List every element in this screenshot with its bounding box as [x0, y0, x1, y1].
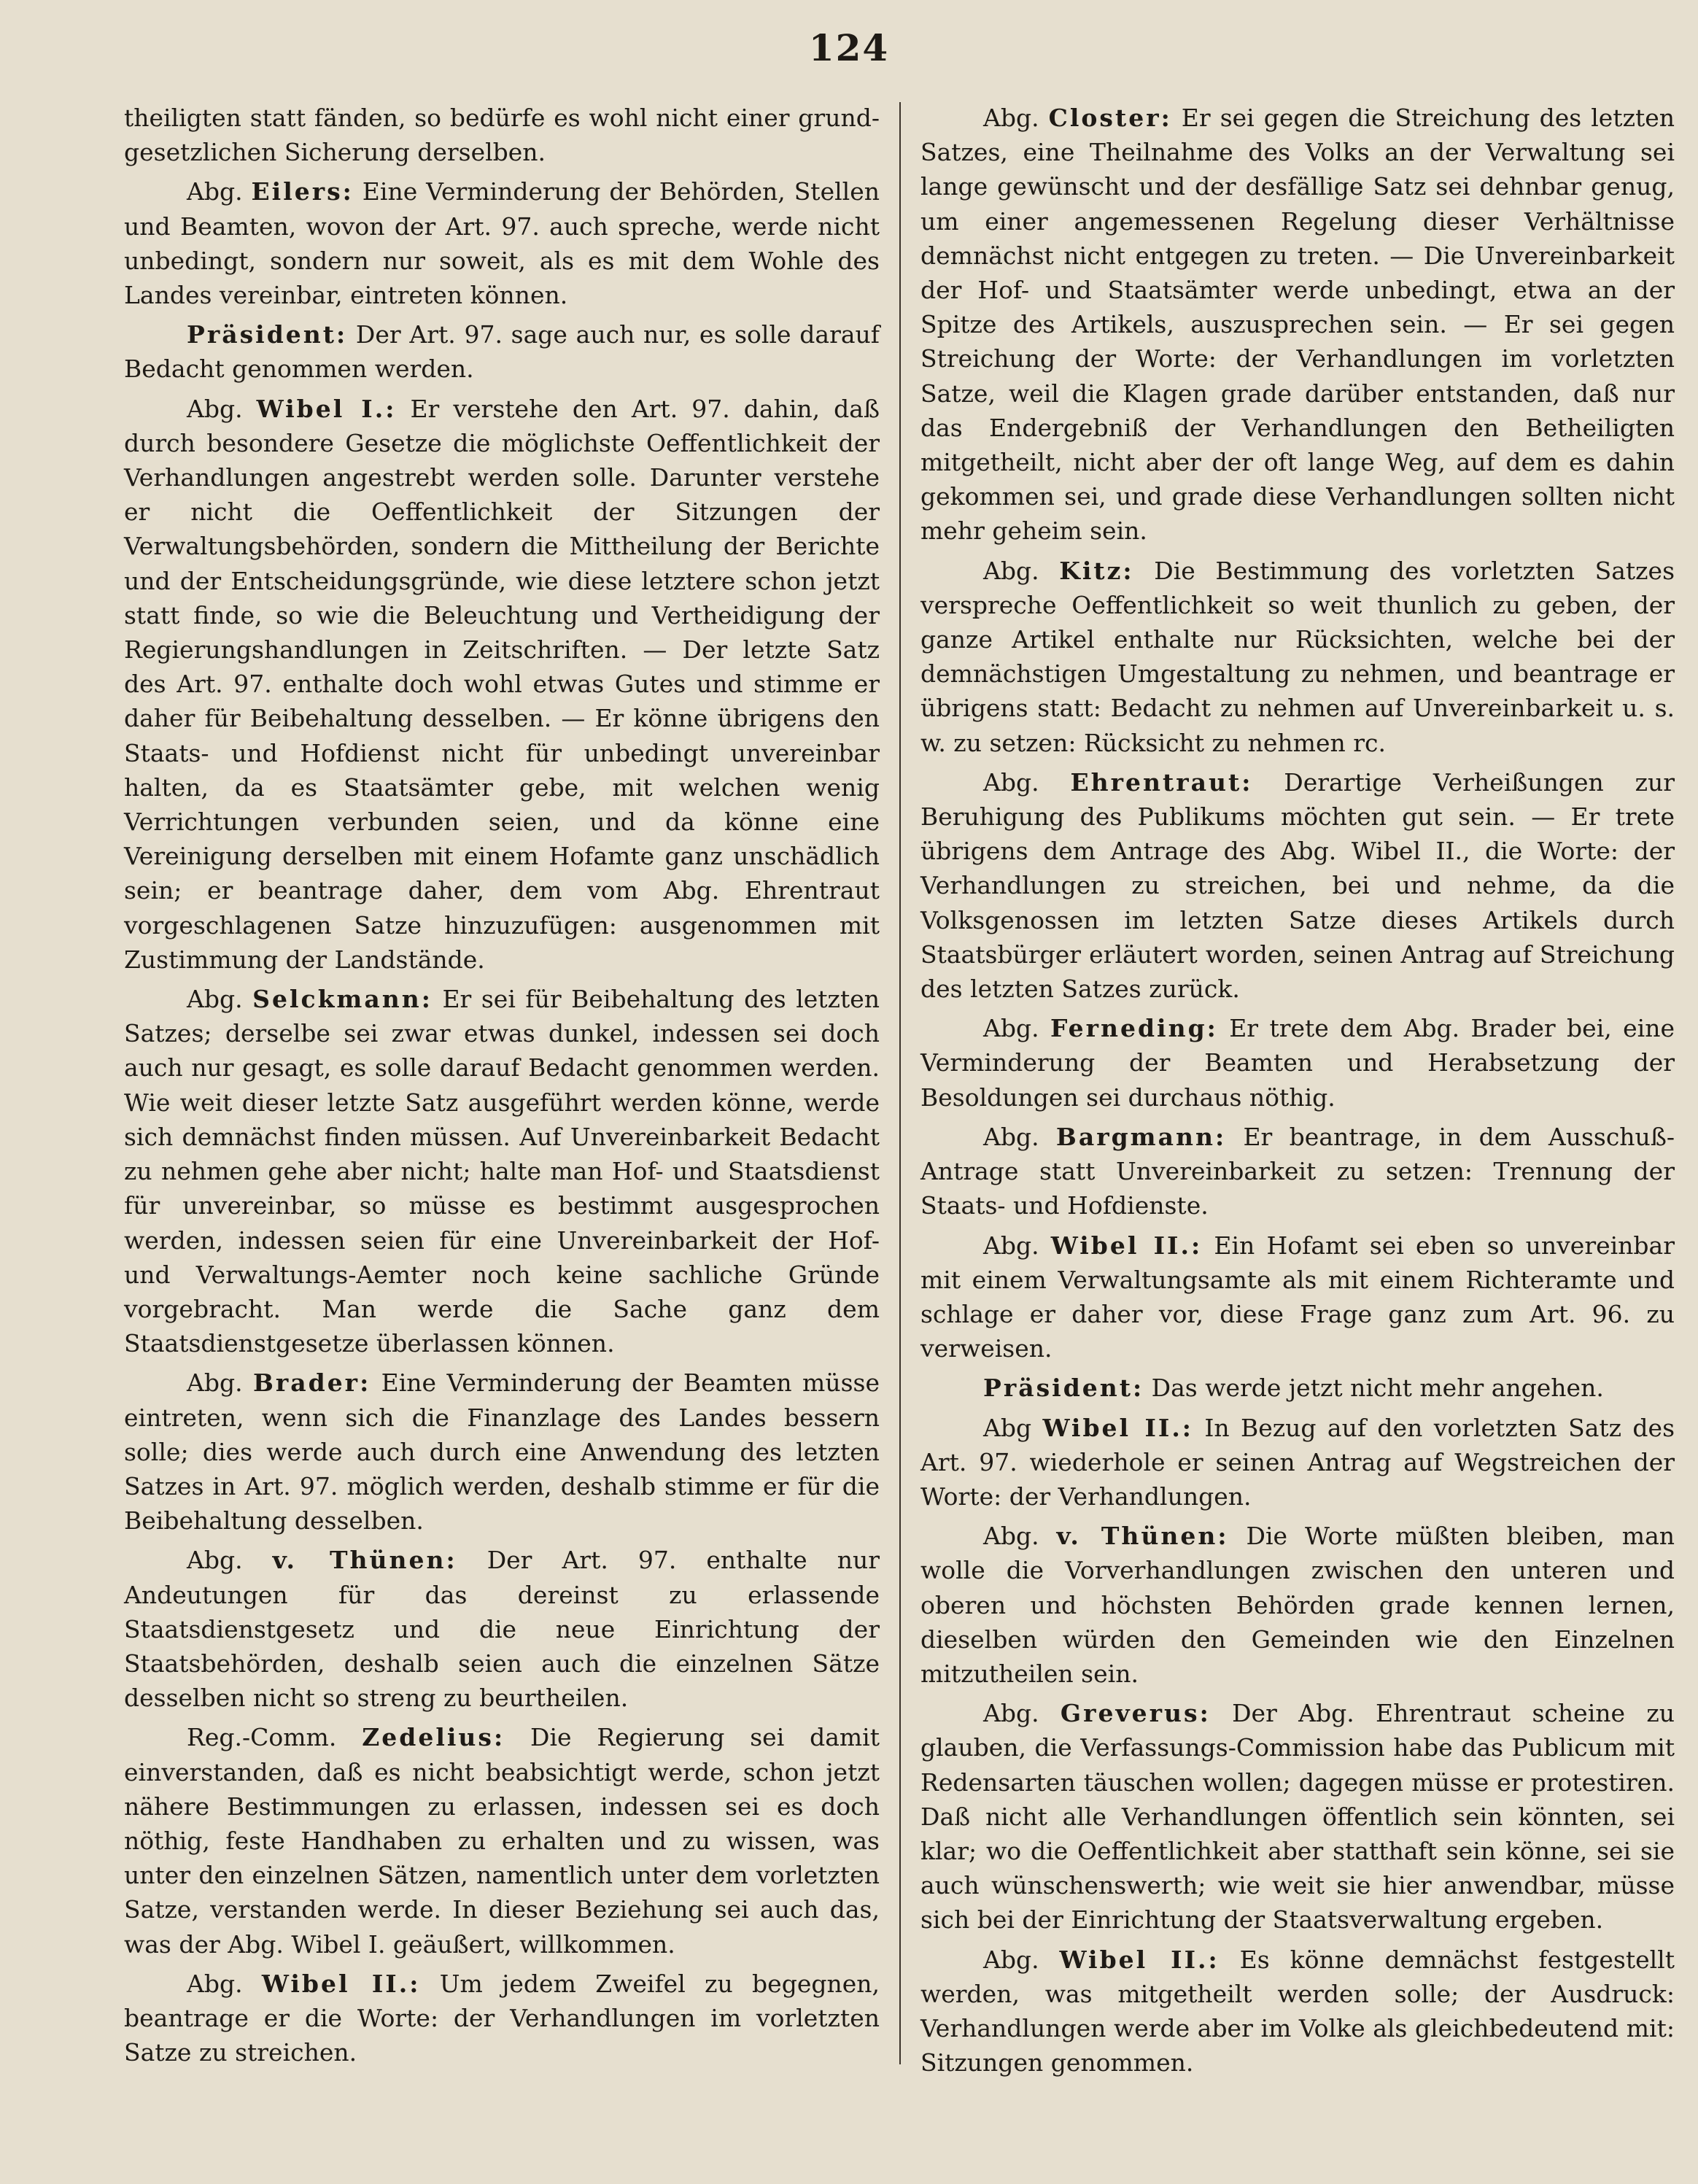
- speaker-name: Ehrentraut:: [1070, 767, 1253, 797]
- speech-paragraph: [124, 101, 880, 169]
- speech-paragraph: [124, 1967, 880, 2070]
- speaker-title: Abg.: [983, 1945, 1060, 1974]
- speech-paragraph: [920, 765, 1675, 1006]
- speaker-title: Abg.: [983, 1231, 1051, 1260]
- column-divider: [899, 102, 901, 2064]
- speaker-title: Reg.-Comm.: [187, 1723, 363, 1752]
- speaker-name: Eilers:: [251, 177, 354, 206]
- speaker-name: Präsident:: [983, 1374, 1144, 1403]
- speech-text: Er sei für Beibehaltung des letzten Satzes; derselbe sei zwar etwas dunkel, indessen sei doch auch nur gesagt, es solle darauf Bedacht genommen werden. Wie weit dieser letzte Satz ausgeführt werden könne, werde sich demnächst finden müssen. Auf Unvereinbarkeit Bedacht zu nehmen gehe aber nicht; halte man Hof- und Staatsdienst für unvereinbar, so müsse es bestimmt ausgesprochen werden, indessen seien für eine Unvereinbarkeit der Hof- und Verwaltungs-Aemter noch keine sachliche Gründe vorgebracht. Man werde die Sache ganz dem Staatsdienstgesetze überlassen können.: [124, 985, 880, 1358]
- speaker-title: Abg.: [983, 1122, 1056, 1151]
- speaker-title: Abg.: [187, 177, 252, 206]
- speech-text: Er sei gegen die Streichung des letzten Satzes, eine Theilnahme des Volks an der Verwaltung sei lange gewünscht und der desfällige Satz sei dehnbar genug, um einer angemessenen Regelung dieser Verhältnisse demnächst nicht entgegen zu treten. — Die Unvereinbarkeit der Hof- und Staatsämter werde unbedingt, etwa an der Spitze des Artikels, auszusprechen sein. — Er sei gegen Streichung der Worte: der Verhandlungen im vorletzten Satze, weil die Klagen grade darüber entstanden, daß nur das Endergebniß der Verhandlungen den Betheiligten mitgetheilt, nicht aber der oft lange Weg, auf dem es dahin gekommen sei, und grade diese Verhandlungen sollten nicht mehr geheim sein.: [920, 104, 1675, 546]
- speaker-name: Bargmann:: [1055, 1122, 1227, 1151]
- right-column: [920, 101, 1675, 2085]
- speech-paragraph: [920, 1943, 1675, 2080]
- speech-text: Er trete dem Abg. Brader bei, eine Verminderung der Beamten und Herabsetzung der Besoldungen sei durchaus nöthig.: [920, 1014, 1675, 1112]
- speech-paragraph: [920, 1371, 1675, 1405]
- speaker-title: Abg.: [187, 1546, 273, 1575]
- speaker-name: Zedelius:: [362, 1723, 505, 1752]
- speech-text: Eine Verminderung der Beamten müsse eintreten, wenn sich die Finanzlage des Landes bessern solle; dies werde auch durch eine Anwendung des letzten Satzes in Art. 97. möglich werden, deshalb stimme er für die Beibehaltung desselben.: [124, 1368, 880, 1536]
- speaker-title: Abg.: [983, 1014, 1050, 1043]
- speech-text: Die Bestimmung des vorletzten Satzes verspreche Oeffentlichkeit so weit thunlich zu geben, der ganze Artikel enthalte nur Rücksichten, welche bei der demnächstigen Umgestaltung zu nehmen, und beantrage er übrigens statt: Bedacht zu nehmen auf Unvereinbarkeit u. s. w. zu setzen: Rücksicht zu nehmen rc.: [920, 556, 1675, 757]
- speech-paragraph: [920, 554, 1675, 760]
- speaker-title: Abg: [983, 1413, 1043, 1442]
- speaker-title: Abg.: [983, 1699, 1061, 1728]
- speaker-name: Kitz:: [1059, 556, 1134, 585]
- speaker-name: Greverus:: [1060, 1699, 1211, 1728]
- speaker-name: Wibel I.:: [256, 394, 397, 423]
- speech-text: Er beantrage, in dem Ausschuß-Antrage statt Unvereinbarkeit zu setzen: Trennung der Staats- und Hofdienste.: [920, 1122, 1675, 1220]
- speech-paragraph: [124, 317, 880, 386]
- speech-paragraph: [124, 174, 880, 312]
- speech-text: Der Abg. Ehrentraut scheine zu glauben, die Verfassungs-Commission habe das Publicum mit Redensarten täuschen wollen; dagegen müsse er protestiren. Daß nicht alle Verhandlungen öffentlich sein könnten, sei klar; wo die Oeffentlichkeit aber statthaft sein könne, sei sie auch wünschenswerth; wie weit sie hier anwendbar, müsse sich bei der Einrichtung der Staatsverwaltung ergeben.: [920, 1699, 1675, 1935]
- speech-text: Der Art. 97. sage auch nur, es solle darauf Bedacht genommen werden.: [124, 320, 880, 384]
- speaker-title: Abg.: [187, 1368, 253, 1398]
- speaker-name: Selckmann:: [252, 985, 433, 1014]
- speech-paragraph: [124, 392, 880, 977]
- speech-paragraph: [920, 1120, 1675, 1223]
- speech-text: Eine Verminderung der Behörden, Stellen und Beamten, wovon der Art. 97. auch spreche, werde nicht unbedingt, sondern nur soweit, als es mit dem Wohle des Landes vereinbar, eintreten können.: [124, 177, 880, 310]
- speech-text: In Bezug auf den vorletzten Satz des Art. 97. wiederhole er seinen Antrag auf Wegstreichen der Worte: der Verhandlungen.: [920, 1413, 1675, 1511]
- speaker-title: Abg.: [983, 104, 1049, 132]
- speaker-title: Abg.: [187, 394, 257, 423]
- speaker-name: Closter:: [1048, 104, 1172, 132]
- speech-text: Die Regierung sei damit einverstanden, daß es nicht beabsichtigt werde, schon jetzt nähere Bestimmungen zu erlassen, indessen sei es doch nöthig, feste Handhaben zu erhalten und zu wissen, was unter den einzelnen Sätzen, namentlich unter dem vorletzten Satze, verstanden werde. In dieser Beziehung sei auch das, was der Abg. Wibel I. geäußert, willkommen.: [124, 1723, 880, 1959]
- speaker-title: Abg.: [187, 985, 253, 1014]
- left-column: [124, 101, 880, 2075]
- speaker-name: Wibel II.:: [1042, 1413, 1193, 1442]
- speech-paragraph: [920, 1696, 1675, 1937]
- speech-paragraph: [124, 982, 880, 1360]
- speech-paragraph: [920, 1411, 1675, 1514]
- speech-paragraph: [124, 1366, 880, 1538]
- speech-text: Es könne demnächst festgestellt werden, was mitgetheilt werden solle; der Ausdruck: Verhandlungen werde aber im Volke als gleichbedeutend mit: Sitzungen genommen.: [920, 1945, 1675, 2077]
- speaker-name: v. Thünen:: [1056, 1522, 1229, 1551]
- speech-paragraph: [920, 1228, 1675, 1366]
- speech-text: Das werde jetzt nicht mehr angehen.: [1144, 1374, 1604, 1403]
- speaker-name: Präsident:: [187, 320, 348, 349]
- speech-paragraph: [920, 1011, 1675, 1115]
- speech-paragraph: [920, 101, 1675, 549]
- speech-text: Um jedem Zweifel zu begegnen, beantrage er die Worte: der Verhandlungen im vorletzten Satze zu streichen.: [124, 1969, 880, 2067]
- speech-paragraph: [124, 1720, 880, 1961]
- speaker-name: Brader:: [252, 1368, 371, 1398]
- speaker-name: Wibel II.:: [261, 1969, 421, 1998]
- speech-text: Die Worte müßten bleiben, man wolle die Vorverhandlungen zwischen den unteren und oberen und höchsten Behörden grade kennen lernen, dieselben würden den Gemeinden wie den Einzelnen mitzutheilen sein.: [920, 1522, 1675, 1688]
- page-number: 124: [808, 26, 890, 69]
- speech-text: theiligten statt fänden, so bedürfe es wohl nicht einer grund-gesetzlichen Sicherung derselben.: [124, 104, 880, 167]
- speech-text: Derartige Verheißungen zur Beruhigung des Publikums möchten gut sein. — Er trete übrigens dem Antrage des Abg. Wibel II., die Worte: der Verhandlungen zu streichen, bei und nehme, da die Volksgenossen im letzten Satze dieses Artikels durch Staatsbürger erläutert worden, seinen Antrag auf Streichung des letzten Satzes zurück.: [920, 767, 1675, 1004]
- speaker-name: Wibel II.:: [1059, 1945, 1220, 1974]
- speech-paragraph: [920, 1519, 1675, 1691]
- speech-paragraph: [124, 1543, 880, 1715]
- speaker-name: Ferneding:: [1050, 1014, 1218, 1043]
- speech-text: Ein Hofamt sei eben so unvereinbar mit einem Verwaltungsamte als mit einem Richteramte und schlage er daher vor, diese Frage ganz zum Art. 96. zu verweisen.: [920, 1231, 1675, 1363]
- speaker-title: Abg.: [983, 1522, 1057, 1551]
- speech-text: Der Art. 97. enthalte nur Andeutungen für das dereinst zu erlassende Staatsdienstgesetz und die neue Einrichtung der Staatsbehörden, deshalb seien auch die einzelnen Sätze desselben nicht so streng zu beurtheilen.: [124, 1546, 880, 1713]
- speech-text: Er verstehe den Art. 97. dahin, daß durch besondere Gesetze die möglichste Oeffentlichkeit der Verhandlungen angestrebt werden solle. Darunter verstehe er nicht die Oeffentlichkeit der Sitzungen der Verwaltungsbehörden, sondern die Mittheilung der Berichte und der Entscheidungsgründe, wie diese letztere schon jetzt statt finde, so wie die Beleuchtung und Vertheidigung der Regierungshandlungen in Zeitschriften. — Der letzte Satz des Art. 97. enthalte doch wohl etwas Gutes und stimme er daher für Beibehaltung desselben. — Er könne übrigens den Staats- und Hofdienst nicht für unbedingt unvereinbar halten, da es Staatsämter gebe, mit welchen wenig Verrichtungen verbunden seien, und da könne eine Vereinigung derselben mit einem Hofamte ganz unschädlich sein; er beantrage daher, dem vom Abg. Ehrentraut vorgeschlagenen Satze hinzuzufügen: ausgenommen mit Zustimmung der Landstände.: [124, 394, 880, 974]
- speaker-name: Wibel II.:: [1050, 1231, 1203, 1260]
- speaker-title: Abg.: [983, 767, 1071, 797]
- speaker-title: Abg.: [983, 556, 1060, 585]
- speaker-name: v. Thünen:: [272, 1546, 457, 1575]
- speaker-title: Abg.: [187, 1969, 262, 1998]
